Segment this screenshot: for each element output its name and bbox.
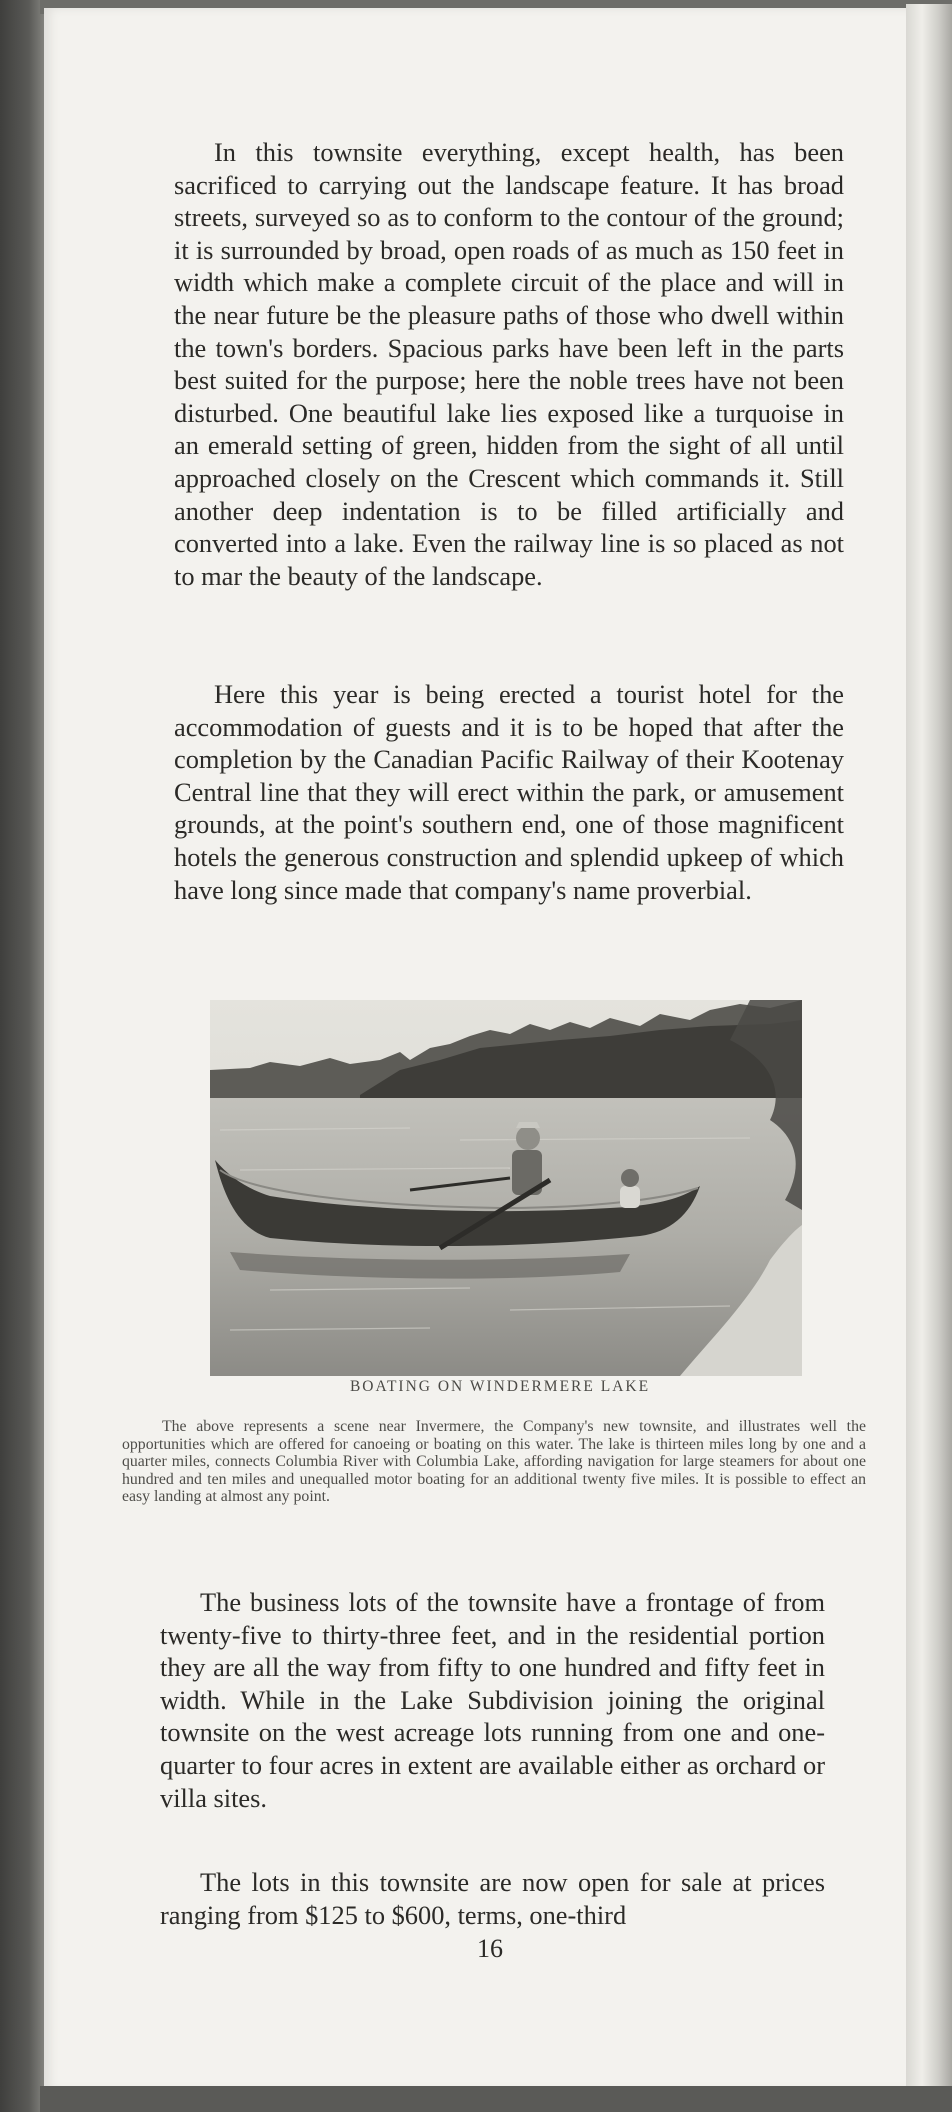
body-paragraph-lots: The business lots of the townsite have a frontage of from twenty-five to thirty-three feet, and in the residential portion they are all the way from fifty to one hundred and fifty feet in width. While in the Lake Subdivision joining the original townsite on the west acreage lots running from one and one-quarter to four acres in extent are available either as orchard or villa sites. [160,1587,825,1813]
boating-photograph [210,1000,802,1376]
photo-caption-body: The above represents a scene near Invermere, the Company's new townsite, and illustrates well the opportunities which are offered for canoeing or boating on this water. The lake is thirteen miles long by one and a quarter miles, connects Columbia River with Columbia Lake, affording navigation for large steamers for about one hundred and ten miles and unequalled motor boating for an additional twenty five miles. It is possible to effect an easy landing at almost any point. [122,1418,866,1506]
body-paragraph-prices: The lots in this townsite are now open for sale at prices ranging from $125 to $600, terms, one-third [160,1867,825,1930]
photo-caption-title: BOATING ON WINDERMERE LAKE [349,1378,651,1395]
body-paragraph-townsite: In this townsite everything, except health, has been sacrificed to carrying out the landscape feature. It has broad streets, surveyed so as to conform to the contour of the ground; it is surrounded by broad, open roads of as much as 150 feet in width which make a complete circuit of the place and will in the near future be the pleasure paths of those who dwell within the town's borders. Spacious parks have been left in the parts best suited for the purpose; here the noble trees have not been disturbed. One beautiful lake lies exposed like a turquoise in an emerald setting of green, hidden from the sight of all until approached closely on the Crescent which commands it. Still another deep indentation is to be filled artificially and converted into a lake. Even the railway line is so placed as not to mar the beauty of the landscape. [174,137,844,591]
scan-right-edge [906,4,952,2094]
body-paragraph-hotel: Here this year is being erected a tourist hotel for the accommodation of guests and it is to be hoped that after the completion by the Canadian Pacific Railway of their Kootenay Central line that they will erect within the park, or amusement grounds, at the point's southern end, one of those magnificent hotels the generous construction and splendid upkeep of which have long since made that company's name proverbial. [174,679,844,905]
scan-left-margin [0,0,48,2112]
page-number: 16 [477,1934,503,1963]
scan-bottom-edge [40,2086,952,2112]
